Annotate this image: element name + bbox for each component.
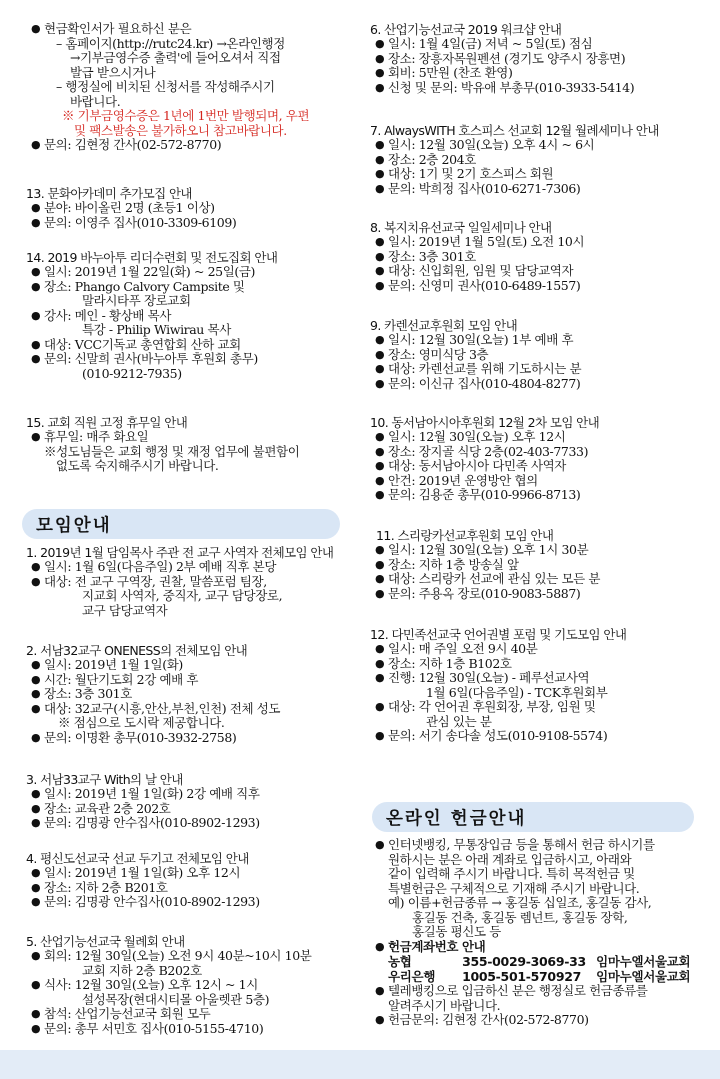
- list-item: ● 대상: 1기 및 2기 호스피스 회원: [375, 166, 554, 181]
- list-item: ● 일시: 2019년 1월 22일(화) ~ 25일(금): [31, 264, 256, 279]
- text-line: 같이 입력해 주시기 바랍니다. 특히 목적헌금 및: [388, 866, 635, 881]
- list-item: ● 문의: 이신규 집사(010-4804-8277): [375, 375, 581, 391]
- section-title: 8. 복지치유선교국 일일세미나 안내: [370, 220, 552, 235]
- list-item: ● 일시: 1월 4일(금) 저녁 ~ 5일(토) 점심: [375, 36, 593, 51]
- list-item: ● 일시: 매 주일 오전 9시 40분: [375, 641, 538, 656]
- account-holder: 임마누엘서울교회: [596, 969, 691, 984]
- list-item: ● 장소: 장흥자목원펜션 (경기도 양주시 장흥면): [375, 50, 626, 66]
- list-item: ● 대상: 전 교구 구역장, 권찰, 말씀포럼 팀장,: [31, 573, 267, 589]
- list-item: ● 일시: 12월 30일(오늘) 1부 예배 후: [375, 332, 574, 347]
- online-offering: [370, 838, 705, 1028]
- list-item: ● 장소: 영미식당 3층: [375, 346, 489, 362]
- list-item: ● 문의: 김명광 안수집사(010-8902-1293): [31, 815, 260, 830]
- text-line: 원하시는 분은 아래 계좌로 입금하시고, 아래와: [388, 851, 632, 867]
- section-title: 6. 산업기능선교국 2019 워크샵 안내: [370, 22, 562, 37]
- account-number: 355-0029-3069-33: [462, 954, 586, 969]
- section-6: [370, 22, 705, 95]
- text-line: (010-9212-7935): [82, 365, 182, 381]
- list-item: ● 참석: 산업기능선교국 회원 모두: [31, 1006, 211, 1021]
- list-item: ● 텔레뱅킹으로 입금하신 분은 행정실로 헌금종류를: [375, 983, 648, 998]
- account-row: [370, 954, 705, 969]
- section-11: [370, 528, 705, 601]
- section-12: [370, 627, 705, 744]
- meeting-1: [26, 545, 356, 618]
- warning-note: 및 팩스발송은 불가하오니 참고바랍니다.: [74, 122, 287, 138]
- list-item: ● 대상: 카렌선교를 위해 기도하시는 분: [375, 361, 582, 376]
- list-item: ● 대상: 신입회원, 임원 및 담당교역자: [375, 263, 574, 278]
- list-item: ● 문의: 총무 서민호 집사(010-5155-4710): [31, 1020, 264, 1036]
- receipt-info: [26, 22, 356, 153]
- section-14: [26, 250, 356, 381]
- list-item: ● 일시: 2019년 1월 5일(토) 오전 10시: [375, 234, 585, 249]
- section-title: 12. 다민족선교국 언어권별 포럼 및 기도모임 안내: [370, 627, 627, 642]
- section-title: 13. 문화아카데미 추가모집 안내: [26, 186, 192, 201]
- list-item: ● 장소: 3층 301호: [31, 686, 132, 701]
- list-item: ● 문의: 신말희 권사(바누아투 후원회 총무): [31, 351, 258, 366]
- section-title: 11. 스리랑카선교후원회 모임 안내: [376, 528, 554, 543]
- list-item: ● 회비: 5만원 (찬조 환영): [375, 65, 513, 80]
- list-item: ● 문의: 주용옥 장로(010-9083-5887): [375, 585, 581, 601]
- section-title: 4. 평신도선교국 선교 두기고 전체모임 안내: [26, 851, 249, 866]
- section-title: 15. 교회 직원 고정 휴무일 안내: [26, 415, 188, 430]
- account-holder: 임마누엘서울교회: [596, 954, 691, 969]
- section-13: [26, 186, 356, 230]
- note: 없도록 숙지해주시기 바랍니다.: [56, 458, 219, 473]
- text-line: 알려주시기 바랍니다.: [388, 997, 501, 1013]
- meeting-heading: 모임안내: [22, 509, 340, 539]
- text-line: 지교회 사역자, 중직자, 교구 담당장로,: [82, 588, 283, 603]
- list-item: ● 대상: 스리랑카 선교에 관심 있는 모든 분: [375, 571, 601, 586]
- list-item: ● 문의: 서기 송다솔 성도(010-9108-5574): [375, 728, 608, 743]
- list-item: ● 안건: 2019년 운영방안 협의: [375, 472, 538, 488]
- list-item: ● 휴무일: 매주 화요일: [31, 429, 149, 444]
- list-item: ● 시간: 월단기도회 2강 예배 후: [31, 671, 199, 687]
- account-number: 1005-501-570927: [462, 969, 582, 984]
- list-item: ● 문의: 이명환 총무(010-3932-2758): [31, 729, 237, 745]
- account-title: ● 헌금계좌번호 안내: [375, 938, 486, 954]
- meeting-5: [26, 934, 356, 1036]
- section-10: [370, 415, 705, 503]
- text-line: 특별헌금은 구체적으로 기재해 주시기 바랍니다.: [388, 880, 640, 896]
- list-item: ● 문의: 박희정 집사(010-6271-7306): [375, 180, 581, 196]
- section-title: 2. 서남32교구 ONENESS의 전체모임 안내: [26, 643, 248, 658]
- list-item: ● 진행: 12월 30일(오늘) - 페루선교사역: [375, 670, 590, 685]
- text-line: →기부금영수증 출력'에 들어오셔서 직접: [70, 50, 281, 65]
- section-7: [370, 123, 705, 196]
- list-item: ● 문의: 이영주 집사(010-3309-6109): [31, 214, 237, 230]
- section-9: [370, 318, 705, 391]
- meeting-3: [26, 772, 356, 831]
- list-item: ● 장소: 지하 1층 방송실 앞: [375, 556, 519, 572]
- list-item: ● 일시: 12월 30일(오늘) 오후 1시 30분: [375, 542, 589, 557]
- list-item: ● 현금확인서가 필요하신 분은: [31, 21, 192, 36]
- list-item: ● 장소: 교육관 2층 202호: [31, 800, 171, 816]
- text-line: – 홈페이지(http://rutc24.kr) →온라인행정: [56, 35, 285, 51]
- section-title: 5. 산업기능선교국 월례회 안내: [26, 934, 185, 949]
- list-item: ● 일시: 2019년 1월 1일(화): [31, 657, 183, 672]
- list-item: ● 장소: 지하 1층 B102호: [375, 655, 512, 671]
- text-line: 예) 이름+헌금종류 → 홍길동 십일조, 홍길동 감사,: [388, 895, 652, 910]
- text-line: 홍길동 평신도 등: [412, 924, 501, 939]
- text-line: 말라시타푸 장로교회: [82, 293, 191, 308]
- list-item: ● 장소: 장지골 식당 2층(02-403-7733): [375, 443, 589, 459]
- text-line: 특강 - Philip Wiwirau 목사: [82, 322, 231, 337]
- section-title: 9. 카렌선교후원회 모임 안내: [370, 318, 518, 333]
- list-item: ● 회의: 12월 30일(오늘) 오전 9시 40분~10시 10분: [31, 948, 312, 963]
- list-item: ● 일시: 12월 30일(오늘) 오후 4시 ~ 6시: [375, 137, 595, 152]
- section-8: [370, 220, 705, 293]
- list-item: ● 대상: 32교구(시흥,안산,부천,인천) 전체 성도: [31, 700, 281, 716]
- text-line: 설성목장(현대시티몰 아울렛관 5층): [82, 991, 270, 1007]
- section-15: [26, 415, 356, 474]
- text-line: 바랍니다.: [70, 93, 121, 109]
- list-item: ● 문의: 김명광 안수집사(010-8902-1293): [31, 894, 260, 909]
- list-item: ● 인터넷뱅킹, 무통장입금 등을 통해서 헌금 하시기를: [375, 837, 655, 852]
- section-title: 10. 동서남아시아후원회 12월 2차 모임 안내: [370, 415, 600, 430]
- list-item: ● 대상: 각 언어권 후원회장, 부장, 임원 및: [375, 699, 596, 714]
- list-item: ● 일시: 2019년 1월 1일(화) 2강 예배 직후: [31, 786, 260, 801]
- bank-name: 농협: [388, 954, 412, 969]
- text-line: 관심 있는 분: [426, 713, 492, 729]
- meeting-4: [26, 851, 356, 910]
- list-item: ● 장소: 2층 204호: [375, 151, 476, 167]
- section-title: 7. AlwaysWITH 호스피스 선교회 12월 월례세미나 안내: [370, 123, 659, 138]
- list-item: ● 일시: 12월 30일(오늘) 오후 12시: [375, 429, 566, 444]
- list-item: ● 대상: VCC기독교 총연합회 산하 교회: [31, 336, 241, 352]
- list-item: ● 대상: 동서남아시아 다민족 사역자: [375, 458, 566, 473]
- list-item: ● 문의: 신영미 권사(010-6489-1557): [375, 277, 581, 293]
- bank-name: 우리은행: [388, 969, 436, 984]
- text-line: 교구 담당교역자: [82, 602, 168, 618]
- text-line: 1월 6일(다음주일) - TCK후원회부: [426, 684, 608, 700]
- list-item: ● 장소: 지하 2층 B201호: [31, 879, 168, 895]
- list-item: ● 일시: 2019년 1월 1일(화) 오후 12시: [31, 865, 241, 880]
- list-item: ● 신청 및 문의: 박유애 부총무(010-3933-5414): [375, 79, 635, 95]
- list-item: ● 헌금문의: 김현정 간사(02-572-8770): [375, 1012, 589, 1027]
- text-line: 발급 받으시거나: [70, 64, 156, 80]
- text-line: 교회 지하 2층 B202호: [82, 962, 202, 978]
- list-item: ● 식사: 12월 30일(오늘) 오후 12시 ~ 1시: [31, 977, 258, 992]
- note: ※성도님들은 교회 행정 및 재정 업무에 불편함이: [44, 443, 300, 459]
- list-item: ● 문의: 김용준 총무(010-9966-8713): [375, 487, 581, 502]
- section-title: 1. 2019년 1월 담임목사 주관 전 교구 사역자 전체모임 안내: [26, 545, 334, 560]
- text-line: – 행정실에 비치된 신청서를 작성해주시기: [56, 79, 275, 94]
- section-title: 14. 2019 바누아투 리더수련회 및 전도집회 안내: [26, 250, 278, 265]
- bottom-band: [0, 1050, 720, 1079]
- warning-note: ※ 기부금영수증은 1년에 1번만 발행되며, 우편: [62, 108, 310, 123]
- online-offering-heading: 온라인 헌금안내: [372, 802, 694, 832]
- list-item: ● 장소: Phango Calvory Campsite 및: [31, 278, 245, 294]
- list-item: ● 장소: 3층 301호: [375, 248, 476, 264]
- section-title: 3. 서남33교구 With의 날 안내: [26, 772, 183, 787]
- text-line: 홍길동 건축, 홍길동 렘넌트, 홍길동 장학,: [412, 909, 628, 925]
- note: ※ 점심으로 도시락 제공합니다.: [58, 715, 225, 730]
- meeting-2: [26, 643, 356, 745]
- list-item: ● 강사: 메인 - 황상배 목사: [31, 307, 172, 323]
- list-item: ● 문의: 김현정 간사(02-572-8770): [31, 137, 222, 152]
- list-item: ● 일시: 1월 6일(다음주일) 2부 예배 직후 본당: [31, 559, 276, 574]
- list-item: ● 분야: 바이올린 2명 (초등1 이상): [31, 200, 215, 215]
- account-row: [370, 969, 705, 984]
